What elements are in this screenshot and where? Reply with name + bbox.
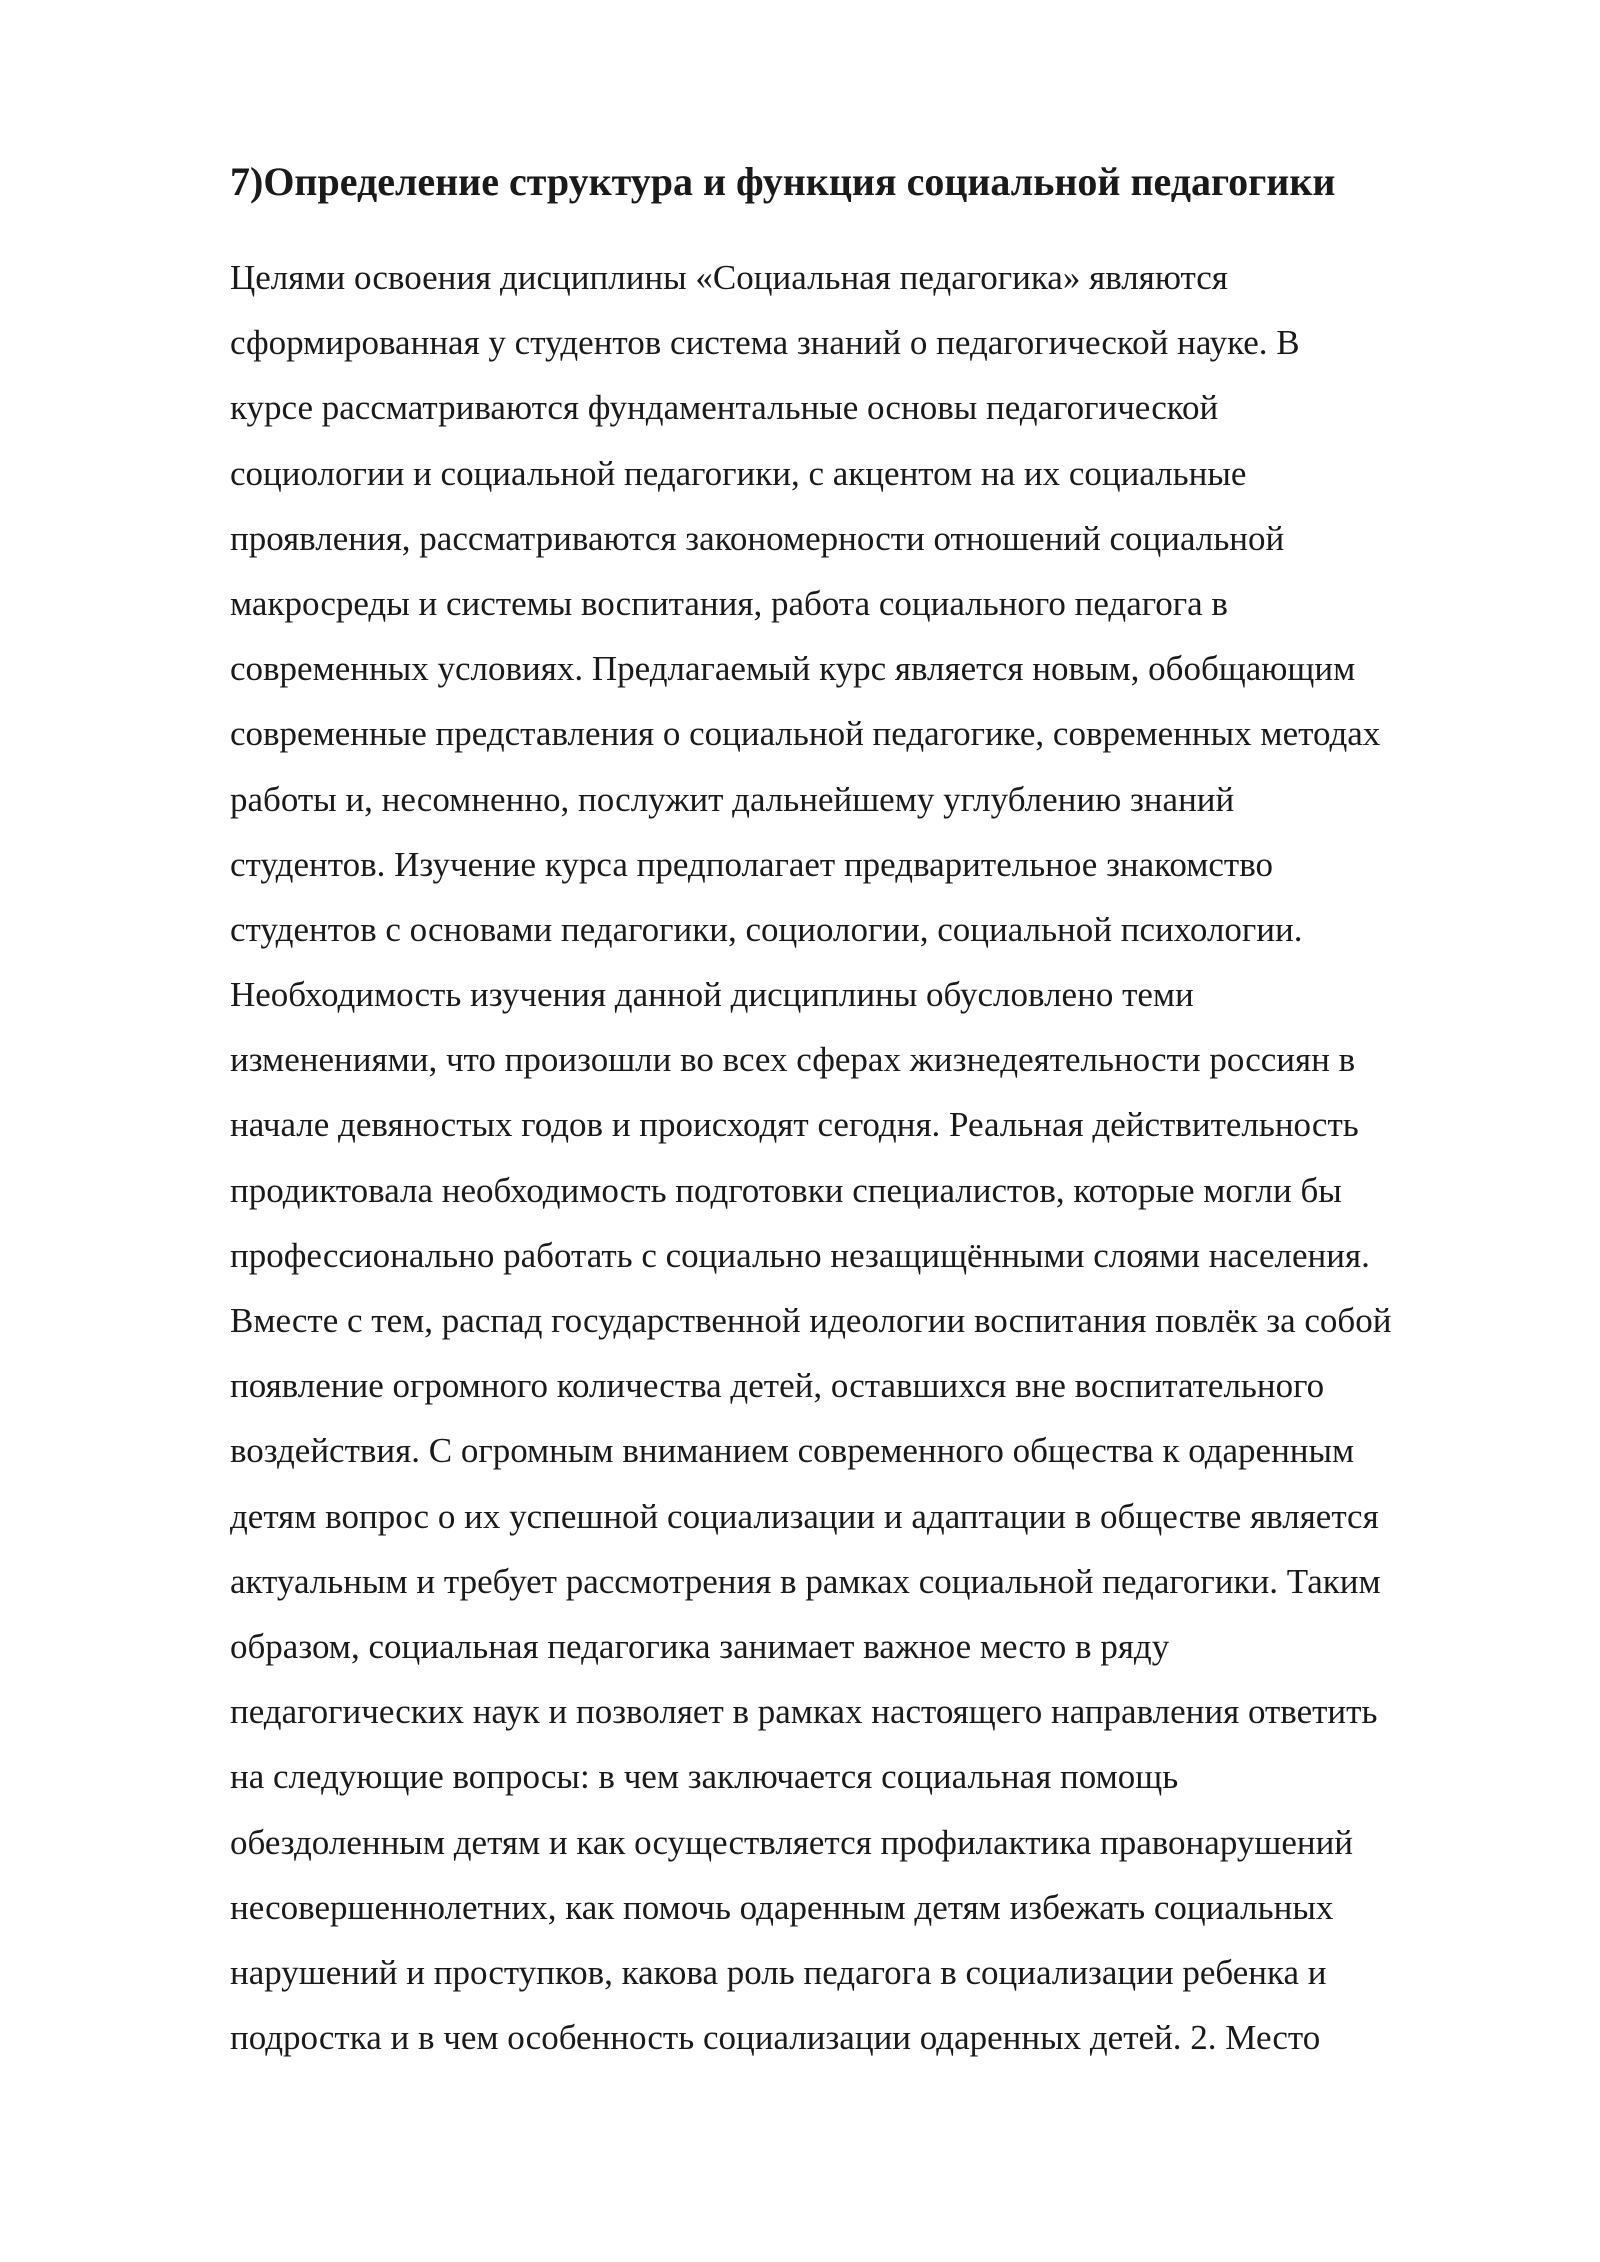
body-line: Необходимость изучения данной дисциплины обусловлено теми	[230, 975, 1194, 1015]
body-line: педагогических наук и позволяет в рамках настоящего направления ответить	[230, 1692, 1378, 1732]
body-line: несовершеннолетних, как помочь одаренным детям избежать социальных	[230, 1887, 1334, 1927]
body-line: сформированная у студентов система знаний о педагогической науке. В	[230, 323, 1300, 363]
body-line: профессионально работать с социально незащищёнными слоями населения.	[230, 1235, 1370, 1275]
body-line: курсе рассматриваются фундаментальные основы педагогической	[230, 388, 1219, 428]
body-line: студентов с основами педагогики, социологии, социальной психологии.	[230, 909, 1303, 949]
body-line: на следующие вопросы: в чем заключается социальная помощь	[230, 1757, 1179, 1797]
body-line: работы и, несомненно, послужит дальнейшему углублению знаний	[230, 779, 1235, 819]
body-line: воздействия. С огромным вниманием современного общества к одаренным	[230, 1431, 1355, 1471]
body-line: продиктовала необходимость подготовки специалистов, которые могли бы	[230, 1170, 1342, 1210]
body-line: появление огромного количества детей, оставшихся вне воспитательного	[230, 1366, 1325, 1406]
body-line: Вместе с тем, распад государственной идеологии воспитания повлёк за собой	[230, 1301, 1392, 1340]
body-line: подростка и в чем особенность социализации одаренных детей. 2. Место	[230, 2018, 1321, 2058]
body-line: нарушений и проступков, какова роль педагога в социализации ребенка и	[230, 1952, 1327, 1992]
body-line: Целями освоения дисциплины «Социальная педагогика» являются	[230, 258, 1228, 297]
document-title: 7)Определение структура и функция социальной педагогики	[230, 159, 1336, 204]
body-line: актуальным и требует рассмотрения в рамках социальной педагогики. Таким	[230, 1561, 1381, 1601]
body-line: начале девяностых годов и происходят сегодня. Реальная действительность	[230, 1105, 1359, 1145]
body-line: современных условиях. Предлагаемый курс является новым, обобщающим	[230, 649, 1356, 689]
body-line: современные представления о социальной педагогике, современных методах	[230, 714, 1381, 754]
body-line: образом, социальная педагогика занимает важное место в ряду	[230, 1626, 1170, 1666]
body-line: изменениями, что произошли во всех сферах жизнедеятельности россиян в	[230, 1040, 1356, 1080]
body-line: детям вопрос о их успешной социализации и адаптации в обществе является	[230, 1496, 1379, 1536]
body-line: проявления, рассматриваются закономерности отношений социальной	[230, 518, 1285, 558]
document-body	[230, 245, 1550, 2070]
body-line: макросреды и системы воспитания, работа социального педагога в	[230, 583, 1228, 623]
body-line: обездоленным детям и как осуществляется профилактика правонарушений	[230, 1822, 1354, 1862]
body-line: студентов. Изучение курса предполагает предварительное знакомство	[230, 844, 1274, 884]
body-line: социологии и социальной педагогики, с акцентом на их социальные	[230, 453, 1247, 493]
